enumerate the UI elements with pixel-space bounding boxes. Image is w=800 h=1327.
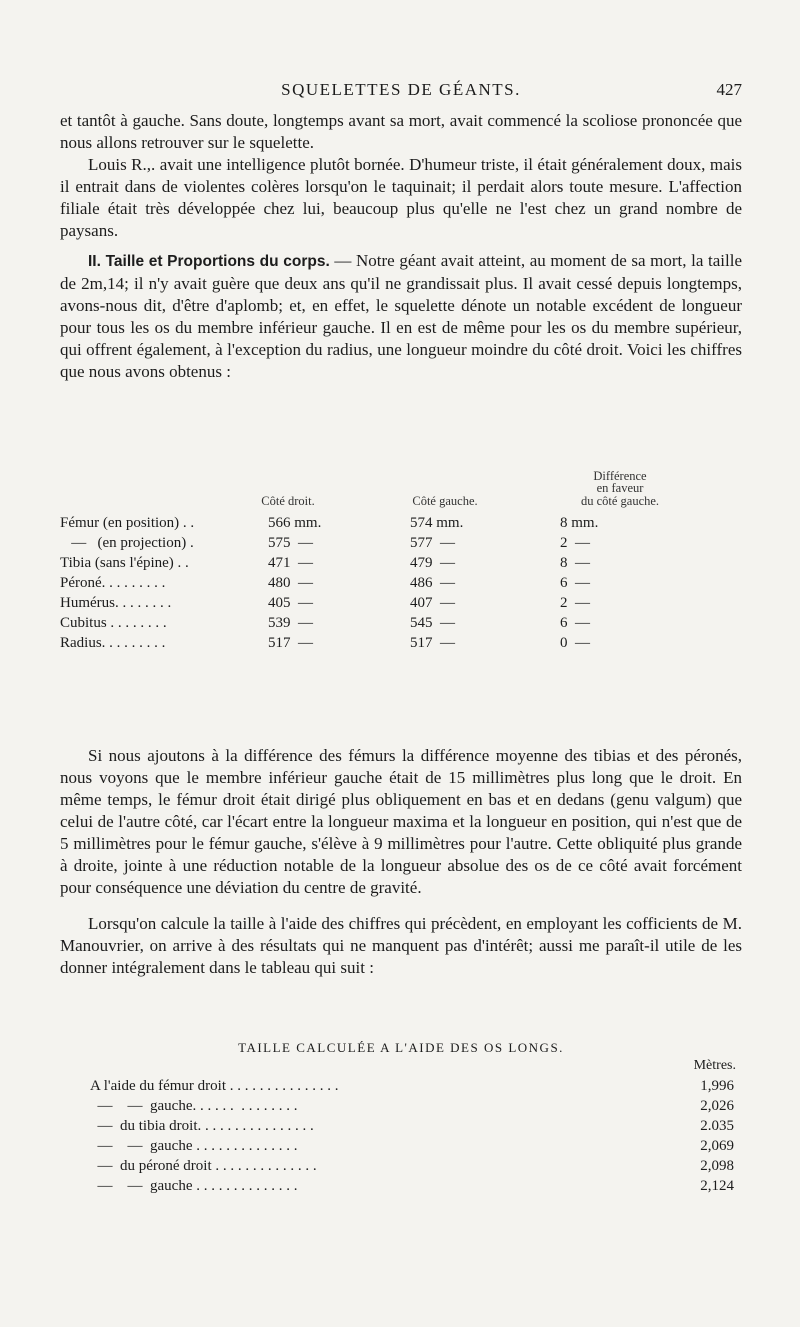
section-paragraph (60, 250, 742, 383)
col-header-diff-2: en faveur (596, 481, 644, 495)
value-diff: 0 — (560, 635, 590, 651)
row-label: — — gauche . . . . . . . . . . . . . . (90, 1138, 298, 1154)
body-text-mid (60, 745, 742, 993)
value-right: 405 — (268, 595, 313, 611)
col-header-diff-1: Différence (593, 469, 647, 483)
paragraph: et tantôt à gauche. Sans doute, longtemps avant sa mort, avait commencé la scoliose prononcée que nous allons retrouver sur le squelette. (60, 111, 742, 152)
paragraph: Si nous ajoutons à la différence des fémurs la différence moyenne des tibias et des péronés, nous voyons que le membre inférieur gauche était de 15 millimètres plus long que le droit. En même temps, le fémur droit était dirigé plus obliquement en bas et en dedans (genu valgum) que celui de l'autre côté, car l'écart entre la longueur maxima et la longueur en position, qui n'est que de 5 millimètres pour le fémur gauche, s'élève à 9 millimètres pour l'autre. Cette obliquité plus grande à droite, jointe à une réduction notable de la longueur absolue des os de ce côté avait forcément pour conséquence une déviation du centre de gravité. (60, 746, 742, 897)
value-right: 471 — (268, 555, 313, 571)
table-row (60, 615, 742, 634)
row-value: 2,124 (700, 1178, 734, 1194)
value-right: 566 mm. (268, 515, 322, 531)
table-row (60, 1118, 742, 1137)
row-value: 1,996 (700, 1078, 734, 1094)
row-label: Radius. . . . . . . . . (60, 635, 166, 651)
col-header-right: Côté droit. (261, 494, 315, 508)
col-header-diff-3: du côté gauche. (580, 494, 660, 508)
table-row (60, 575, 742, 594)
row-value: 2,026 (700, 1098, 734, 1114)
section-heading: II. Taille et Proportions du corps. (88, 253, 330, 270)
table-row (60, 1078, 742, 1097)
value-diff: 8 — (560, 555, 590, 571)
row-label: — du péroné droit . . . . . . . . . . . . . . (90, 1158, 317, 1174)
value-right: 575 — (268, 535, 313, 551)
paragraph: Louis R.,. avait une intelligence plutôt bornée. D'humeur triste, il était généralement doux, mais il entrait dans de violentes colères lorsqu'on le taquinait; il perdait alors toute mesure. L'affection filiale était très développée chez lui, beaucoup plus qu'elle ne l'est chez un grand nombre de paysans. (60, 155, 742, 240)
value-diff: 6 — (560, 575, 590, 591)
row-value: 2,098 (700, 1158, 734, 1174)
value-diff: 2 — (560, 535, 590, 551)
row-label: Cubitus . . . . . . . . (60, 615, 167, 631)
table-row (60, 1138, 742, 1157)
table-row (60, 515, 742, 534)
running-title: SQUELETTES DE GÉANTS. (281, 80, 521, 99)
value-left: 577 — (410, 535, 455, 551)
value-right: 480 — (268, 575, 313, 591)
row-value: 2,069 (700, 1138, 734, 1154)
measurement-table (60, 470, 742, 745)
table-row (60, 595, 742, 614)
table-row (60, 535, 742, 554)
table-row (60, 1178, 742, 1197)
value-diff: 6 — (560, 615, 590, 631)
value-diff: 8 mm. (560, 515, 599, 531)
paragraph: Lorsqu'on calcule la taille à l'aide des chiffres qui précèdent, en employant les cofficients de M. Manouvrier, on arrive à des résultats qui ne manquent pas d'intérêt; aussi me paraît-il utile de les donner intégralement dans le tableau qui suit : (60, 914, 742, 977)
running-head (60, 80, 742, 106)
row-label: — (en projection) . (60, 535, 194, 551)
value-left: 574 mm. (410, 515, 464, 531)
value-left: 479 — (410, 555, 455, 571)
table-row (60, 1158, 742, 1177)
value-left: 517 — (410, 635, 455, 651)
body-text-top (60, 110, 742, 383)
row-label: — — gauche. . . . . . . . . . . . . . (90, 1098, 298, 1114)
row-label: — du tibia droit. . . . . . . . . . . . . . . . (90, 1118, 314, 1134)
col-header-left: Côté gauche. (412, 494, 478, 508)
page-number: 427 (716, 80, 742, 99)
row-label: A l'aide du fémur droit . . . . . . . . . . . . . . . (90, 1078, 339, 1094)
value-diff: 2 — (560, 595, 590, 611)
row-label: Péroné. . . . . . . . . (60, 575, 166, 591)
table-row (60, 555, 742, 574)
table-row (60, 1098, 742, 1117)
value-right: 517 — (268, 635, 313, 651)
row-label: — — gauche . . . . . . . . . . . . . . (90, 1178, 298, 1194)
value-left: 407 — (410, 595, 455, 611)
row-label: Humérus. . . . . . . . (60, 595, 172, 611)
value-left: 486 — (410, 575, 455, 591)
row-label: Tibia (sans l'épine) . . (60, 555, 189, 571)
stature-unit: Mètres. (693, 1058, 736, 1073)
value-right: 539 — (268, 615, 313, 631)
section-text: — Notre géant avait atteint, au moment de sa mort, la taille de 2m,14; il n'y avait guère que deux ans qu'il ne grandissait plus. Il avait cessé depuis longtemps, avons-nous dit, d'être d'aplomb; et, en effet, le squelette dénote un notable excédent de longueur pour tous les os du membre inférieur gauche. Il en est de même pour les os du membre supérieur, qui offrent également, à l'exception du radius, une longueur moindre du côté droit. Voici les chiffres que nous avons obtenus : (60, 251, 742, 381)
row-label: Fémur (en position) . . (60, 515, 195, 531)
stature-table-title: TAILLE CALCULÉE A L'AIDE DES OS LONGS. (238, 1040, 564, 1055)
stature-table (60, 1040, 742, 1250)
table-row (60, 635, 742, 654)
value-left: 545 — (410, 615, 455, 631)
row-value: 2.035 (700, 1118, 734, 1134)
